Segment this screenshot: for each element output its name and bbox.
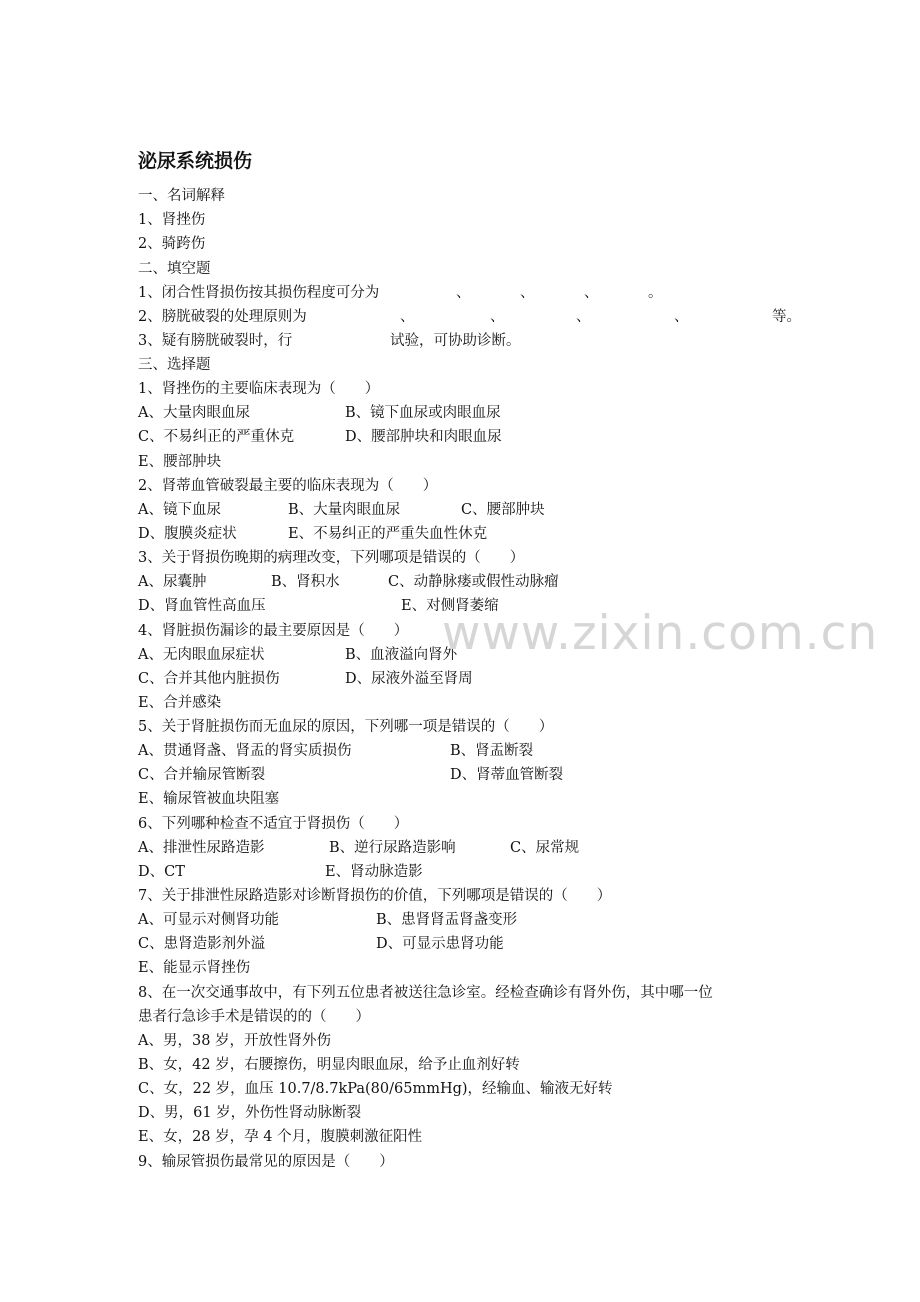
option-c: C、合并其他内脏损伤 (138, 671, 280, 687)
option-d: D、尿液外溢至肾周 (345, 671, 473, 687)
option-row (138, 498, 838, 522)
question-stem: 1、肾挫伤的主要临床表现为（ ） (138, 381, 380, 397)
watermark: www.zixin.com.cn (442, 606, 879, 661)
question-stem: 4、肾脏损伤漏诊的最主要原因是（ ） (138, 623, 409, 639)
option-d: D、腹膜炎症状 (138, 526, 237, 542)
option-b: B、肾积水 (271, 574, 340, 590)
fill-question (138, 305, 838, 329)
question-text: 3、疑有膀胱破裂时，行 (138, 333, 293, 349)
option-row (138, 570, 838, 594)
blank-separator: 、 (576, 309, 591, 325)
question-stem: 6、下列哪种检查不适宜于肾损伤（ ） (138, 816, 409, 832)
question-tail: 试验，可协助诊断。 (390, 333, 521, 349)
option-c: C、腰部肿块 (461, 502, 545, 518)
blank-separator: 、 (400, 309, 415, 325)
option-row (138, 667, 838, 691)
blank-separator: 、 (490, 309, 505, 325)
question-stem: 3、关于肾损伤晚期的病理改变，下列哪项是错误的（ ） (138, 550, 525, 566)
option-row (138, 643, 838, 667)
option-b: B、患肾肾盂肾盏变形 (376, 912, 518, 928)
option-d: D、男，61 岁，外伤性肾动脉断裂 (138, 1105, 362, 1121)
section-heading: 三、选择题 (138, 357, 211, 373)
option-row (138, 522, 838, 546)
option-b: B、镜下血尿或肉眼血尿 (345, 405, 501, 421)
question-stem: 2、肾蒂血管破裂最主要的临床表现为（ ） (138, 478, 438, 494)
question-stem: 7、关于排泄性尿路造影对诊断肾损伤的价值，下列哪项是错误的（ ） (138, 888, 612, 904)
option-row (138, 594, 838, 618)
option-b: B、逆行尿路造影响 (329, 840, 456, 856)
question-text: 1、闭合性肾损伤按其损伤程度可分为 (138, 285, 380, 301)
term-item: 1、肾挫伤 (138, 212, 206, 228)
option-row (138, 932, 838, 956)
question-text: 2、膀胱破裂的处理原则为 (138, 309, 307, 325)
option-a: A、尿囊肿 (138, 574, 207, 590)
option-b: B、大量肉眼血尿 (288, 502, 401, 518)
blank-separator: 、 (584, 285, 599, 301)
option-d: D、腰部肿块和肉眼血尿 (345, 429, 502, 445)
option-c: C、患肾造影剂外溢 (138, 936, 266, 952)
option-row (138, 860, 838, 884)
option-row (138, 836, 838, 860)
blank-separator: 。 (648, 285, 663, 301)
option-c: C、尿常规 (510, 840, 580, 856)
option-c: C、动静脉瘘或假性动脉瘤 (388, 574, 559, 590)
option-row (138, 401, 838, 425)
question-stem: 5、关于肾脏损伤而无血尿的原因，下列哪一项是错误的（ ） (138, 719, 554, 735)
option-b: B、肾盂断裂 (450, 743, 534, 759)
question-stem: 8、在一次交通事故中，有下列五位患者被送往急诊室。经检查确诊有肾外伤，其中哪一位 (138, 985, 713, 1001)
option-c: C、合并输尿管断裂 (138, 767, 266, 783)
section-heading: 一、名词解释 (138, 188, 225, 204)
option-e: E、输尿管被血块阻塞 (138, 791, 280, 807)
option-d: D、肾蒂血管断裂 (450, 767, 564, 783)
option-d: D、肾血管性高血压 (138, 598, 266, 614)
option-row (138, 763, 838, 787)
option-row (138, 908, 838, 932)
option-c: C、女，22 岁，血压 10.7/8.7kPa(80/65mmHg)，经输血、输液无好转 (138, 1081, 613, 1097)
section-heading: 二、填空题 (138, 261, 211, 277)
blank-separator: 等。 (772, 309, 801, 325)
option-e: E、肾动脉造影 (325, 864, 423, 880)
blank-separator: 、 (456, 285, 471, 301)
question-stem-cont: 患者行急诊手术是错误的的（ ） (138, 1009, 370, 1025)
option-e: E、不易纠正的严重失血性休克 (288, 526, 488, 542)
option-a: A、大量肉眼血尿 (138, 405, 250, 421)
option-row (138, 739, 838, 763)
option-d: D、可显示患肾功能 (376, 936, 504, 952)
fill-question (138, 329, 838, 353)
option-e: E、女，28 岁，孕 4 个月，腹膜刺激征阳性 (138, 1129, 423, 1145)
blank-separator: 、 (520, 285, 535, 301)
option-a: A、排泄性尿路造影 (138, 840, 265, 856)
option-e: E、能显示肾挫伤 (138, 960, 251, 976)
question-stem: 9、输尿管损伤最常见的原因是（ ） (138, 1154, 394, 1170)
option-row (138, 425, 838, 449)
option-e: E、对侧肾萎缩 (401, 598, 499, 614)
option-a: A、可显示对侧肾功能 (138, 912, 279, 928)
option-a: A、贯通肾盏、肾盂的肾实质损伤 (138, 743, 352, 759)
option-a: A、男，38 岁，开放性肾外伤 (138, 1033, 332, 1049)
fill-question (138, 281, 838, 305)
option-e: E、腰部肿块 (138, 454, 222, 470)
term-item: 2、骑跨伤 (138, 236, 206, 252)
page-title: 泌尿系统损伤 (138, 150, 253, 172)
option-e: E、合并感染 (138, 695, 222, 711)
option-a: A、镜下血尿 (138, 502, 221, 518)
blank-separator: 、 (674, 309, 689, 325)
option-b: B、血液溢向肾外 (345, 647, 458, 663)
option-d: D、CT (138, 864, 185, 880)
option-a: A、无肉眼血尿症状 (138, 647, 265, 663)
option-b: B、女，42 岁，右腰擦伤，明显肉眼血尿，给予止血剂好转 (138, 1057, 520, 1073)
option-c: C、不易纠正的严重休克 (138, 429, 295, 445)
